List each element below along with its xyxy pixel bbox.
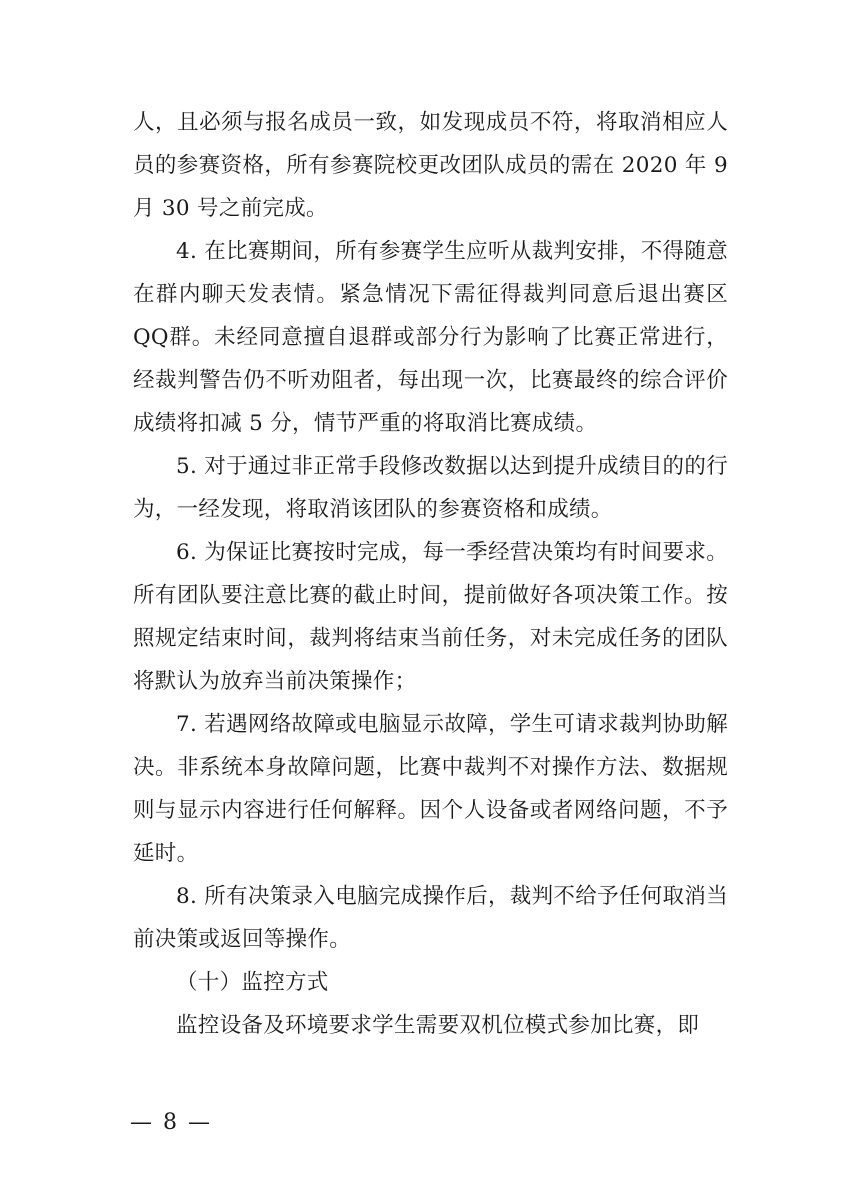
page-number: — 8 — bbox=[130, 1110, 212, 1135]
document-body bbox=[133, 101, 728, 1047]
paragraph-rule-4: 4. 在比赛期间，所有参赛学生应听从裁判安排，不得随意在群内聊天发表情。紧急情况下需征得裁判同意后退出赛区QQ群。未经同意擅自退群或部分行为影响了比赛正常进行，经裁判警告仍不听劝阻者，每出现一次，比赛最终的综合评价成绩将扣减 5 分，情节严重的将取消比赛成绩。 bbox=[133, 239, 728, 436]
paragraph-rule-7: 7. 若遇网络故障或电脑显示故障，学生可请求裁判协助解决。非系统本身故障问题，比赛中裁判不对操作方法、数据规则与显示内容进行任何解释。因个人设备或者网络问题，不予延时。 bbox=[133, 712, 728, 866]
paragraph-rule-8: 8. 所有决策录入电脑完成操作后，裁判不给予任何取消当前决策或返回等操作。 bbox=[133, 884, 728, 952]
paragraph-monitoring: 监控设备及环境要求学生需要双机位模式参加比赛，即 bbox=[176, 1013, 700, 1038]
paragraph-rule-6: 6. 为保证比赛按时完成，每一季经营决策均有时间要求。所有团队要注意比赛的截止时间，提前做好各项决策工作。按照规定结束时间，裁判将结束当前任务，对未完成任务的团队将默认为放弃当前决策操作； bbox=[133, 540, 728, 694]
paragraph-continuation: 人，且必须与报名成员一致，如发现成员不符，将取消相应人员的参赛资格，所有参赛院校更改团队成员的需在 2020 年 9 月 30 号之前完成。 bbox=[133, 110, 728, 221]
paragraph-rule-5: 5. 对于通过非正常手段修改数据以达到提升成绩目的的行为，一经发现，将取消该团队的参赛资格和成绩。 bbox=[133, 454, 728, 522]
section-heading-monitoring: （十）监控方式 bbox=[176, 970, 329, 995]
